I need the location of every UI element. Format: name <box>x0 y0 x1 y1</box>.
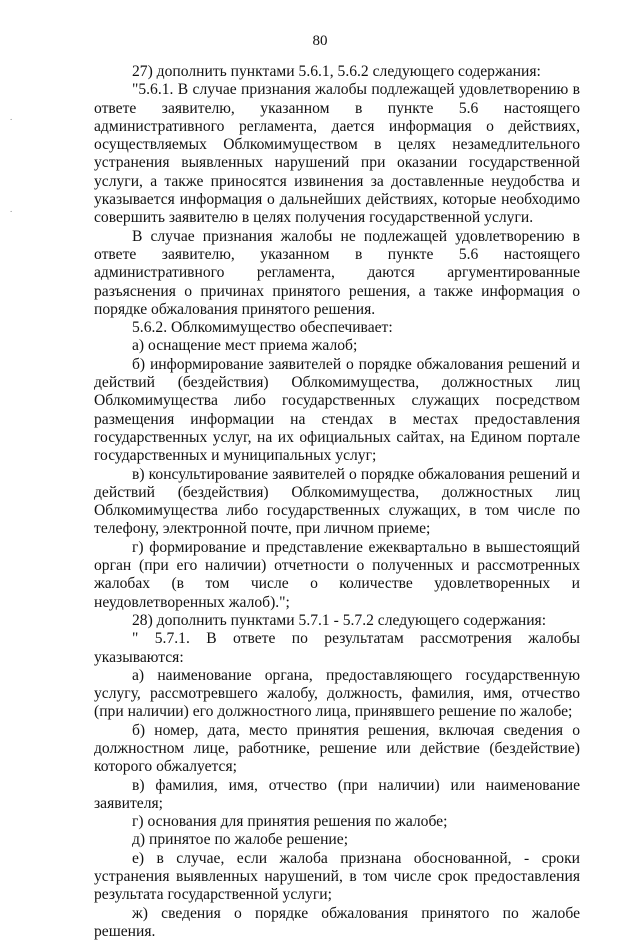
paragraph: а) наименование органа, предоставляющего государственную услугу, рассмотревшего жалобу, должность, фамилия, имя, отчество (при наличии) его должностного лица, принявшего решение по жалобе; <box>94 666 580 721</box>
document-body <box>94 63 580 941</box>
paragraph: 27) дополнить пунктами 5.6.1, 5.6.2 следующего содержания: <box>132 63 541 80</box>
paragraph: д) принятое по жалобе решение; <box>132 831 349 849</box>
paragraph: " 5.7.1. В ответе по результатам рассмотрения жалобы указываются: <box>94 630 580 666</box>
paragraph: в) консультирование заявителей о порядке обжалования решений и действий (бездействия) Облкомимущества, должностных лиц Облкомимущества либо государственных служащих, в том числе по телефону, электронной почте, при личном приеме; <box>94 465 580 538</box>
paragraph: е) в случае, если жалоба признана обоснованной, - сроки устранения выявленных нарушений, в том числе срок предоставления результата государственной услуги; <box>94 849 580 904</box>
paragraph: г) формирование и представление ежеквартально в вышестоящий орган (при его наличии) отчетности о полученных и рассмотренных жалобах (в том числе о количестве удовлетворенных и неудовлетворенных жалоб)."; <box>94 538 580 611</box>
paragraph: 28) дополнить пунктами 5.7.1 - 5.7.2 следующего содержания: <box>132 611 547 629</box>
paragraph: б) номер, дата, место принятия решения, включая сведения о должностном лице, работнике, решение или действие (бездействие) которого обжалуется; <box>94 721 580 776</box>
margin-mark: . <box>10 112 13 122</box>
page-number: 80 <box>312 33 328 49</box>
paragraph: "5.6.1. В случае признания жалобы подлежащей удовлетворению в ответе заявителю, указанном в пункте 5.6 настоящего административного регламента, дается информация о действиях, осуществляемых Облкомимуществом в целях незамедлительного устранения выявленных нарушений при оказании государственной услуги, а также приносятся извинения за доставленные неудобства и указывается информация о дальнейших действиях, которые необходимо совершить заявителю в целях получения государственной услуги. <box>94 81 580 227</box>
margin-mark: . <box>10 204 13 214</box>
paragraph: В случае признания жалобы не подлежащей удовлетворению в ответе заявителю, указанном в пункте 5.6 настоящего административного регламента, даются аргументированные разъяснения о причинах принятого решения, а также информация о порядке обжалования принятого решения. <box>94 227 580 318</box>
paragraph: ж) сведения о порядке обжалования принятого по жалобе решения. <box>94 904 580 940</box>
paragraph: 5.6.2. Облкомимущество обеспечивает: <box>132 319 393 337</box>
paragraph: г) основания для принятия решения по жалобе; <box>132 813 448 831</box>
paragraph: в) фамилия, имя, отчество (при наличии) или наименование заявителя; <box>94 776 580 812</box>
paragraph: б) информирование заявителей о порядке обжалования решений и действий (бездействия) Облкомимущества, должностных лиц Облкомимущества либо государственных служащих посредством размещения информации на стендах в местах предоставления государственных услуг, на их официальных сайтах, на Едином портале государственных и муниципальных услуг; <box>94 355 580 465</box>
paragraph: а) оснащение мест приема жалоб; <box>132 337 358 355</box>
